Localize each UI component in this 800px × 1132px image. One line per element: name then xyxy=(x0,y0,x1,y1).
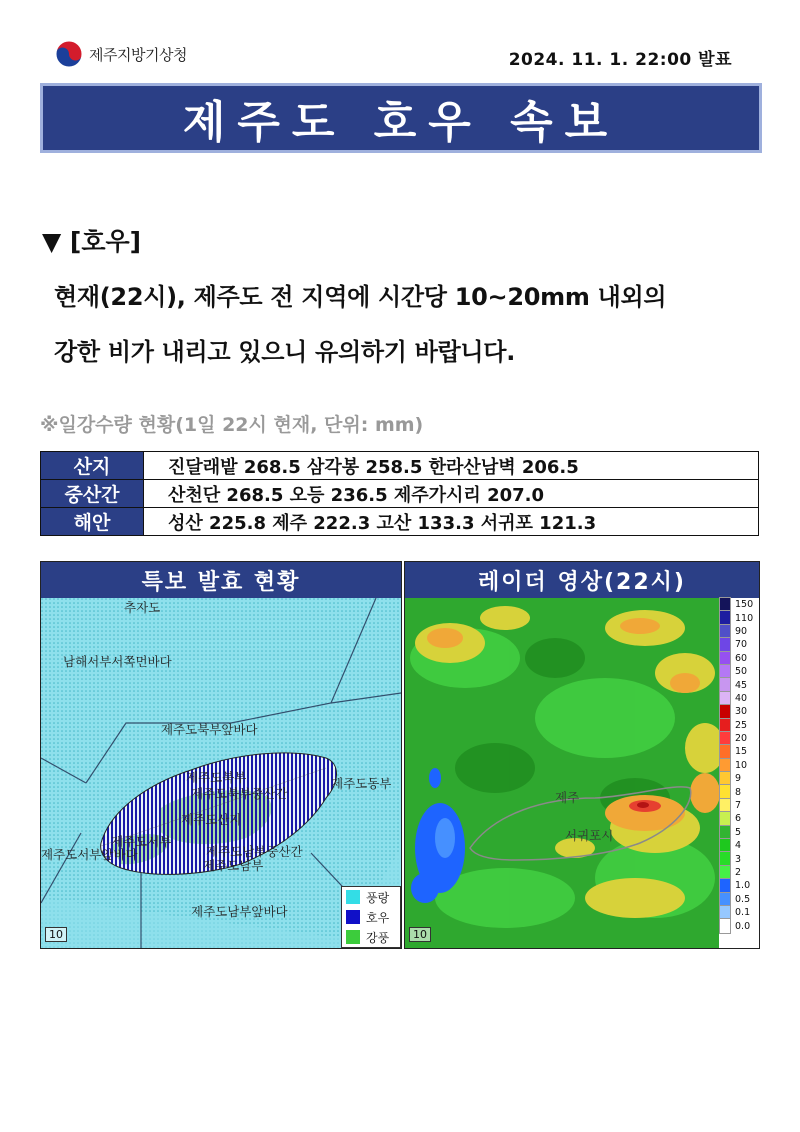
colorbar-row xyxy=(719,611,759,624)
issue-date: 2024. 11. 1. 22:00 발표 xyxy=(508,50,732,70)
colorbar-label: 25 xyxy=(735,719,748,731)
colorbar-label: 6 xyxy=(735,813,742,825)
section-heading: ▼ [호우] xyxy=(42,227,142,256)
colorbar-label: 0.1 xyxy=(735,907,751,919)
colorbar-label: 0.5 xyxy=(735,893,751,905)
colorbar-label: 45 xyxy=(735,679,748,691)
radar-label-jeju: 제주 xyxy=(555,790,580,805)
map-label-north-mid: 제주도북부중산간 xyxy=(191,786,288,801)
colorbar-row xyxy=(719,638,759,651)
legend-label-wind: 강풍 xyxy=(366,930,390,945)
map-label-west: 제주도서부 xyxy=(111,834,172,849)
legend-item-wind xyxy=(342,927,400,947)
colorbar-row xyxy=(719,772,759,785)
map-label-chujado: 추자도 xyxy=(124,600,161,615)
radar-title: 레이더 영상(22시) xyxy=(405,562,759,598)
colorbar-row xyxy=(719,692,759,705)
map-label-north-sea: 제주도북부앞바다 xyxy=(161,722,258,737)
colorbar-label: 40 xyxy=(735,692,748,704)
colorbar-row xyxy=(719,799,759,812)
colorbar-row xyxy=(719,879,759,892)
warning-map-title: 특보 발효 현황 xyxy=(41,562,401,598)
map-label-south: 제주도남부 xyxy=(203,858,264,873)
colorbar-label: 60 xyxy=(735,652,748,664)
row-values: 진달래밭 268.5 삼각봉 258.5 한라산남벽 206.5 xyxy=(144,452,759,480)
colorbar-row xyxy=(719,852,759,865)
legend-label-wave: 풍랑 xyxy=(366,890,390,905)
colorbar-row xyxy=(719,839,759,852)
colorbar-label: 2 xyxy=(735,867,742,878)
colorbar-row xyxy=(719,866,759,879)
colorbar-label: 70 xyxy=(735,639,748,651)
row-label: 해안 xyxy=(41,508,144,536)
radar-graphic xyxy=(405,598,760,948)
colorbar-label: 1.0 xyxy=(735,880,751,892)
colorbar-row xyxy=(719,906,759,919)
row-values: 산천단 268.5 오등 236.5 제주가시리 207.0 xyxy=(144,480,759,508)
map-label-southwest-far-sea: 남해서부서쪽먼바다 xyxy=(63,654,172,669)
legend-swatch-rain xyxy=(346,910,360,924)
colorbar-row xyxy=(719,652,759,665)
warning-map xyxy=(41,598,401,948)
colorbar-label: 0.0 xyxy=(735,920,751,932)
radar-scale: 10 xyxy=(409,927,431,942)
legend-item-rain xyxy=(342,907,400,927)
table-row xyxy=(41,480,759,508)
colorbar-label: 3 xyxy=(735,853,742,865)
radar-panel xyxy=(404,561,760,949)
map-label-east: 제주도동부 xyxy=(331,776,392,791)
page-title: 제주도 호우 속보 xyxy=(182,97,620,148)
colorbar-label: 110 xyxy=(735,612,754,624)
map-label-mountain: 제주도산지 xyxy=(181,812,242,827)
warning-legend xyxy=(341,886,401,948)
warning-map-panel xyxy=(40,561,402,949)
colorbar-row xyxy=(719,919,759,932)
colorbar-row xyxy=(719,745,759,758)
radar-label-seogwipo: 서귀포시 xyxy=(565,828,614,843)
rainfall-table xyxy=(40,451,759,536)
bulletin-line-1: 현재(22시), 제주도 전 지역에 시간당 10~20mm 내외의 xyxy=(54,283,667,311)
colorbar-label: 90 xyxy=(735,625,748,637)
kma-logo xyxy=(55,40,187,68)
legend-swatch-wave xyxy=(346,890,360,904)
map-label-south-sea: 제주도남부앞바다 xyxy=(191,904,288,919)
rainfall-note: ※일강수량 현황(1일 22시 현재, 단위: mm) xyxy=(40,414,424,436)
row-values: 성산 225.8 제주 222.3 고산 133.3 서귀포 121.3 xyxy=(144,508,759,536)
colorbar-row xyxy=(719,719,759,732)
map-label-north: 제주도북부 xyxy=(186,770,247,785)
table-row xyxy=(41,452,759,480)
bulletin-line-2: 강한 비가 내리고 있으니 유의하기 바랍니다. xyxy=(54,338,516,366)
title-banner xyxy=(40,83,762,153)
colorbar-label: 10 xyxy=(735,759,748,771)
map-label-west-sea: 제주도서부앞바다 xyxy=(41,847,138,862)
colorbar-row xyxy=(719,785,759,798)
org-name: 제주지방기상청 xyxy=(89,45,187,64)
colorbar-label: 50 xyxy=(735,666,748,678)
kma-emblem-icon xyxy=(55,40,83,68)
colorbar-label: 5 xyxy=(735,826,742,838)
table-row xyxy=(41,508,759,536)
colorbar-row xyxy=(719,893,759,906)
colorbar-label: 8 xyxy=(735,786,742,798)
colorbar-label: 7 xyxy=(735,800,742,812)
colorbar-row xyxy=(719,759,759,772)
row-label: 산지 xyxy=(41,452,144,480)
colorbar-row xyxy=(719,665,759,678)
legend-item-wave xyxy=(342,887,400,907)
colorbar-row xyxy=(719,678,759,691)
legend-swatch-wind xyxy=(346,930,360,944)
colorbar-label: 9 xyxy=(735,773,742,785)
colorbar-label: 4 xyxy=(735,840,742,852)
colorbar-row xyxy=(719,598,759,611)
colorbar-row xyxy=(719,705,759,718)
colorbar-row xyxy=(719,826,759,839)
colorbar-label: 30 xyxy=(735,706,748,718)
radar-colorbar xyxy=(719,598,759,948)
colorbar-row xyxy=(719,732,759,745)
colorbar-label: 15 xyxy=(735,746,748,758)
radar-image xyxy=(405,598,759,948)
colorbar-swatch xyxy=(719,918,731,933)
colorbar-row xyxy=(719,812,759,825)
colorbar-row xyxy=(719,625,759,638)
map-label-south-mid: 제주도남부중산간 xyxy=(206,844,303,859)
colorbar-label: 20 xyxy=(735,733,748,745)
map-scale: 10 xyxy=(45,927,67,942)
row-label: 중산간 xyxy=(41,480,144,508)
colorbar-label: 150 xyxy=(735,599,754,611)
legend-label-rain: 호우 xyxy=(366,910,390,925)
